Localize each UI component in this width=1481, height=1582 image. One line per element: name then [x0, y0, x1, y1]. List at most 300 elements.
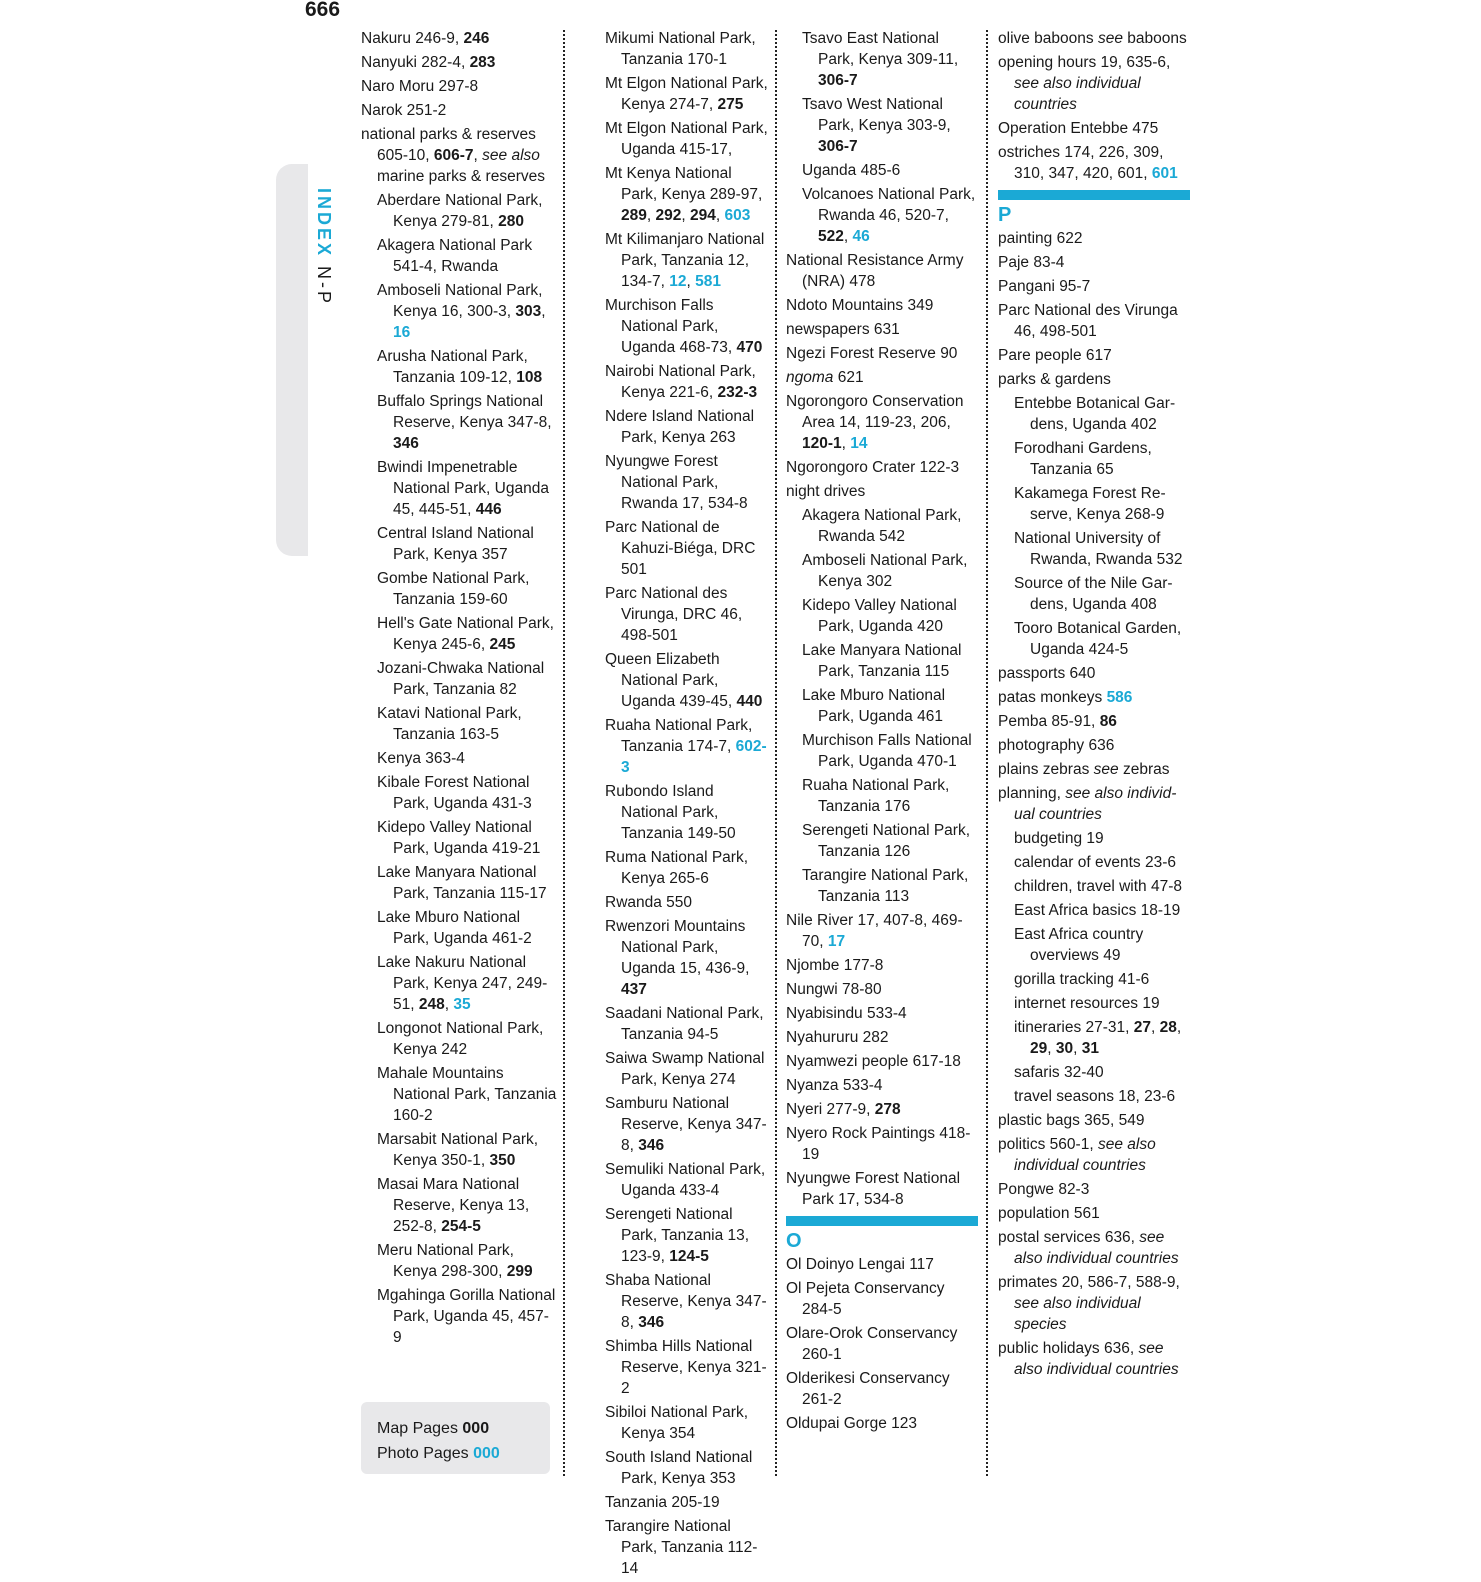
- entry-text: Shimba Hills National Reserve, Kenya 321-2: [605, 1338, 767, 1397]
- entry-text: safaris 32-40: [1014, 1064, 1104, 1081]
- index-subentry: [802, 865, 978, 907]
- entry-text: Ngezi Forest Reserve 90: [786, 345, 958, 362]
- entry-text: Serengeti National Park, Tanzania 126: [802, 822, 971, 860]
- index-entry: [786, 1413, 978, 1434]
- index-entry: [361, 124, 557, 187]
- index-subentry: [377, 952, 557, 1015]
- entry-text: Naro Moru 297-8: [361, 78, 479, 95]
- page-reference: 248: [418, 996, 445, 1013]
- entry-text: Longonot National Park, Kenya 242: [377, 1020, 544, 1058]
- entry-text: Semuliki National Park, Uganda 433-4: [605, 1161, 766, 1199]
- section-divider-bar: [786, 1216, 978, 1226]
- entry-text: Njombe 177-8: [786, 957, 884, 974]
- index-subentry: [377, 1285, 557, 1348]
- entry-text: Samburu National Reserve, Kenya 347-8,: [605, 1095, 767, 1154]
- index-subentry: [605, 406, 769, 448]
- index-subentry: [377, 817, 557, 859]
- page-reference: 606-7: [433, 147, 474, 164]
- entry-text: Tarangire National Park, Tanzania 112-14: [605, 1518, 758, 1577]
- side-tab-label: [313, 188, 334, 306]
- index-subentry: [605, 1048, 769, 1090]
- entry-text: marine parks & reserves: [377, 168, 545, 185]
- entry-text: Mgahinga Gorilla National Park, Uganda 45, 457-9: [377, 1287, 556, 1346]
- entry-text: Tsavo West National Park, Kenya 303-9,: [802, 96, 951, 134]
- entry-text: Paje 83-4: [998, 254, 1065, 271]
- page-reference: 108: [516, 369, 543, 386]
- entry-text: Tsavo East National Park, Kenya 309-11,: [802, 30, 959, 68]
- entry-text: Volcanoes National Park, Rwanda 46, 520-7,: [802, 186, 976, 224]
- index-subentry: [377, 703, 557, 745]
- entry-text: Nanyuki 282-4,: [361, 54, 470, 71]
- entry-text: Queen Elizabeth National Park, Uganda 439-45,: [605, 651, 737, 710]
- page-reference: 581: [695, 273, 722, 290]
- entry-text: Marsabit National Park, Kenya 350-1,: [377, 1131, 539, 1169]
- entry-text: ,: [681, 207, 690, 224]
- entry-text: National University of Rwanda, Rwanda 532: [1014, 530, 1183, 568]
- page-reference: 350: [489, 1152, 516, 1169]
- entry-text: budgeting 19: [1014, 830, 1104, 847]
- entry-text: Tooro Botanical Garden, Uganda 424-5: [1014, 620, 1182, 658]
- index-entry: [998, 687, 1190, 708]
- entry-text: Nyamwezi people 617-18: [786, 1053, 961, 1070]
- entry-text: Ngorongoro Crater 122-3: [786, 459, 960, 476]
- index-entry: [786, 1168, 978, 1210]
- entry-text: Mt Kenya National Park, Kenya 289-97,: [605, 165, 763, 203]
- entry-text: patas monkeys: [998, 689, 1107, 706]
- index-subentry: [605, 1159, 769, 1201]
- index-subentry: [605, 1492, 769, 1513]
- index-subentry: [377, 1240, 557, 1282]
- page-reference: 16: [393, 324, 411, 341]
- index-entry: [786, 481, 978, 502]
- page-reference: 306-7: [818, 72, 858, 89]
- index-entry: [998, 118, 1190, 139]
- index-subentry: [1014, 900, 1190, 921]
- entry-text: Rwanda 550: [605, 894, 693, 911]
- index-column-3: [786, 28, 978, 1437]
- entry-text: Bwindi Impenetrable National Park, Uganda 45, 445-51,: [377, 459, 549, 518]
- index-subentry: [605, 361, 769, 403]
- entry-text: Ruma National Park, Kenya 265-6: [605, 849, 749, 887]
- index-subentry: [377, 1129, 557, 1171]
- page-reference: 440: [736, 693, 763, 710]
- entry-text: Lake Manyara National Park, Tanzania 115: [802, 642, 962, 680]
- index-entry: [998, 142, 1190, 184]
- entry-text: Lake Mburo National Park, Uganda 461-2: [377, 909, 532, 947]
- entry-text: Kibale Forest National Park, Uganda 431-3: [377, 774, 532, 812]
- entry-text: Entebbe Botanical Gar-dens, Uganda 402: [1014, 395, 1176, 433]
- index-subentry: [605, 847, 769, 889]
- page-reference: 254-5: [441, 1218, 481, 1235]
- entry-text: Gombe National Park, Tanzania 159-60: [377, 570, 530, 608]
- index-subentry: [1014, 924, 1190, 966]
- entry-text: Mikumi National Park, Tanzania 170-1: [605, 30, 756, 68]
- map-pages-value: 000: [462, 1420, 490, 1437]
- index-entry: [786, 1123, 978, 1165]
- entry-text: Oldupai Gorge 123: [786, 1415, 917, 1432]
- entry-text: Narok 251-2: [361, 102, 447, 119]
- entry-text: night drives: [786, 483, 866, 500]
- entry-text: Parc National des Virunga 46, 498-501: [998, 302, 1178, 340]
- entry-text: Katavi National Park, Tanzania 163-5: [377, 705, 522, 743]
- index-subentry: [605, 892, 769, 913]
- index-entry: [998, 52, 1190, 115]
- index-subentry: [605, 916, 769, 1000]
- entry-text: Kidepo Valley National Park, Uganda 419-21: [377, 819, 541, 857]
- entry-text: Mt Elgon National Park, Uganda 415-17,: [605, 120, 768, 158]
- entry-text: Nungwi 78-80: [786, 981, 882, 998]
- index-column-4: [998, 28, 1190, 1383]
- entry-text: gorilla tracking 41-6: [1014, 971, 1150, 988]
- index-subentry: [605, 1204, 769, 1267]
- index-subentry: [1014, 1017, 1190, 1059]
- photo-pages-label: Photo Pages: [377, 1445, 474, 1462]
- index-entry: [998, 1272, 1190, 1335]
- index-subentry: [605, 781, 769, 844]
- index-entry: [998, 783, 1190, 825]
- entry-text: Pongwe 82-3: [998, 1181, 1090, 1198]
- index-subentry: [1014, 1062, 1190, 1083]
- index-subentry: [605, 1447, 769, 1489]
- index-subentry: [605, 28, 769, 70]
- page-reference: 283: [469, 54, 496, 71]
- index-entry: [998, 1179, 1190, 1200]
- index-subentry: [802, 160, 978, 181]
- entry-text: Tanzania 205-19: [605, 1494, 720, 1511]
- index-subentry: [377, 613, 557, 655]
- entry-text: ,: [1151, 1019, 1160, 1036]
- entry-text: Pangani 95-7: [998, 278, 1091, 295]
- index-entry: [998, 1227, 1190, 1269]
- index-entry: [998, 252, 1190, 273]
- index-entry: [786, 319, 978, 340]
- entry-text: Lake Nakuru National Park, Kenya 247, 249-51,: [377, 954, 548, 1013]
- index-subentry: [377, 391, 557, 454]
- entry-text: Central Island National Park, Kenya 357: [377, 525, 534, 563]
- entry-text: Nakuru 246-9,: [361, 30, 464, 47]
- side-tab-index: INDEX: [314, 188, 334, 259]
- entry-text: Nyungwe Forest National Park 17, 534-8: [786, 1170, 961, 1208]
- entry-text: Nile River 17, 407-8, 469-70,: [786, 912, 963, 950]
- page-reference: 294: [690, 207, 716, 224]
- index-entry: [786, 1323, 978, 1365]
- entry-text: Nyabisindu 533-4: [786, 1005, 907, 1022]
- entry-text: internet resources 19: [1014, 995, 1160, 1012]
- photo-pages-legend: [377, 1441, 550, 1466]
- index-subentry: [1014, 528, 1190, 570]
- map-pages-legend: [377, 1416, 550, 1441]
- entry-text: Ol Pejeta Conservancy 284-5: [786, 1280, 945, 1318]
- page-reference: 120-1: [802, 435, 842, 452]
- entry-text: Lake Mburo National Park, Uganda 461: [802, 687, 946, 725]
- index-subentry: [605, 517, 769, 580]
- entry-text: Nairobi National Park, Kenya 221-6,: [605, 363, 756, 401]
- index-subentry: [605, 229, 769, 292]
- index-subentry: [1014, 618, 1190, 660]
- page-reference: 346: [638, 1314, 665, 1331]
- index-entry: [361, 100, 557, 121]
- section-divider-bar: [998, 190, 1190, 200]
- index-entry: [998, 276, 1190, 297]
- entry-text: population 561: [998, 1205, 1100, 1222]
- entry-text: ,: [444, 996, 454, 1013]
- entry-text: Ngorongoro Conservation Area 14, 119-23, 206,: [786, 393, 964, 431]
- page-reference: 280: [498, 213, 525, 230]
- section-letter: O: [786, 1230, 802, 1252]
- index-subentry: [802, 550, 978, 592]
- entry-text: olive baboons: [998, 30, 1098, 47]
- entry-text: see also: [482, 147, 540, 164]
- index-entry: [998, 1110, 1190, 1131]
- index-entry: [998, 663, 1190, 684]
- entry-text: Ol Doinyo Lengai 117: [786, 1256, 934, 1273]
- entry-text: zebras: [1118, 761, 1170, 778]
- entry-text: ngoma: [786, 369, 834, 386]
- page-reference: 306-7: [818, 138, 858, 155]
- entry-text: ,: [686, 273, 696, 290]
- index-subentry: [1014, 573, 1190, 615]
- page-reference: 31: [1081, 1040, 1099, 1057]
- entry-text: newspapers 631: [786, 321, 900, 338]
- index-subentry: [1014, 438, 1190, 480]
- index-subentry: [377, 235, 557, 277]
- index-subentry: [605, 1093, 769, 1156]
- index-entry: [998, 228, 1190, 249]
- page-reference: 245: [489, 636, 516, 653]
- entry-text: Kidepo Valley National Park, Uganda 420: [802, 597, 957, 635]
- entry-text: see also individual countries: [1014, 1136, 1156, 1174]
- page-number: 666: [305, 0, 341, 21]
- index-subentry: [605, 1270, 769, 1333]
- entry-text: South Island National Park, Kenya 353: [605, 1449, 753, 1487]
- index-subentry: [377, 568, 557, 610]
- side-tab-range: N-P: [314, 266, 334, 307]
- index-entry: [786, 391, 978, 454]
- index-entry: [786, 910, 978, 952]
- page-reference: 603: [724, 207, 751, 224]
- entry-text: Nyanza 533-4: [786, 1077, 883, 1094]
- entry-text: Ndoto Mountains 349: [786, 297, 934, 314]
- entry-text: Arusha National Park, Tanzania 109-12,: [377, 348, 528, 386]
- entry-text: Nyahururu 282: [786, 1029, 889, 1046]
- entry-text: plains zebras: [998, 761, 1094, 778]
- index-subentry: [377, 772, 557, 814]
- entry-text: see also individ-ual countries: [1014, 785, 1177, 823]
- entry-text: opening hours 19, 635-6,: [998, 54, 1171, 71]
- page-legend: [361, 1402, 550, 1474]
- entry-text: Aberdare National Park, Kenya 279-81,: [377, 192, 543, 230]
- entry-text: itineraries 27-31,: [1014, 1019, 1134, 1036]
- index-entry: [998, 735, 1190, 756]
- entry-text: Uganda 485-6: [802, 162, 901, 179]
- page-reference: 303: [515, 303, 542, 320]
- page-reference: 437: [621, 981, 647, 998]
- entry-text: Ndere Island National Park, Kenya 263: [605, 408, 755, 446]
- entry-text: see also individual countries: [1014, 75, 1141, 113]
- entry-text: Kenya 363-4: [377, 750, 465, 767]
- entry-text: Mt Kilimanjaro National Park, Tanzania 12, 134-7,: [605, 231, 765, 290]
- entry-text: Forodhani Gardens, Tanzania 65: [1014, 440, 1152, 478]
- index-entry: [786, 1368, 978, 1410]
- index-subentry: [1014, 828, 1190, 849]
- index-subentry: [377, 1018, 557, 1060]
- index-subentry: [802, 184, 978, 247]
- index-entry: [998, 1338, 1190, 1380]
- entry-text: Rubondo Island National Park, Tanzania 149-50: [605, 783, 736, 842]
- page-reference: 124-5: [669, 1248, 709, 1265]
- entry-text: 621: [833, 369, 864, 386]
- map-pages-label: Map Pages: [377, 1420, 463, 1437]
- page-reference: 28: [1159, 1019, 1177, 1036]
- index-subentry: [605, 118, 769, 160]
- entry-text: ,: [473, 147, 483, 164]
- entry-text: Pemba 85-91,: [998, 713, 1100, 730]
- index-subentry: [802, 28, 978, 91]
- page-reference: 246: [463, 30, 490, 47]
- entry-text: East Africa country overviews 49: [1014, 926, 1144, 964]
- index-entry: [361, 76, 557, 97]
- index-subentry: [802, 685, 978, 727]
- entry-text: Murchison Falls National Park, Uganda 470-1: [802, 732, 972, 770]
- index-subentry: [1014, 483, 1190, 525]
- entry-text: Akagera National Park 541-4, Rwanda: [377, 237, 533, 275]
- entry-text: ,: [841, 435, 851, 452]
- entry-text: Kakamega Forest Re-serve, Kenya 268-9: [1014, 485, 1166, 523]
- entry-text: Sibiloi National Park, Kenya 354: [605, 1404, 749, 1442]
- index-entry: [998, 369, 1190, 390]
- page-reference: 232-3: [717, 384, 758, 401]
- index-subentry: [802, 730, 978, 772]
- index-subentry: [605, 715, 769, 778]
- entry-text: Akagera National Park, Rwanda 542: [802, 507, 962, 545]
- index-subentry: [377, 748, 557, 769]
- entry-text: Nyeri 277-9,: [786, 1101, 875, 1118]
- index-entry: [786, 457, 978, 478]
- index-subentry: [1014, 393, 1190, 435]
- column-divider: [775, 30, 777, 1476]
- index-subentry: [605, 583, 769, 646]
- entry-text: Nyungwe Forest National Park, Rwanda 17, 534-8: [605, 453, 748, 512]
- index-column-2: [589, 28, 769, 1582]
- index-subentry: [377, 907, 557, 949]
- index-subentry: [605, 295, 769, 358]
- entry-text: primates 20, 586-7, 588-9,: [998, 1274, 1180, 1291]
- page-reference: 446: [475, 501, 502, 518]
- index-entry: [786, 1003, 978, 1024]
- entry-text: Pare people 617: [998, 347, 1112, 364]
- entry-text: Tarangire National Park, Tanzania 113: [802, 867, 969, 905]
- entry-text: National Resistance Army (NRA) 478: [786, 252, 964, 290]
- entry-text: see also individual species: [1014, 1295, 1141, 1333]
- page-reference: 470: [736, 339, 763, 356]
- index-subentry: [377, 1174, 557, 1237]
- entry-text: Amboseli National Park, Kenya 302: [802, 552, 968, 590]
- entry-text: Ruaha National Park, Tanzania 176: [802, 777, 950, 815]
- entry-text: ,: [1176, 1019, 1182, 1036]
- page-reference: 292: [655, 207, 682, 224]
- entry-text: parks & gardens: [998, 371, 1111, 388]
- entry-text: see also individual countries: [1014, 1229, 1179, 1267]
- index-entry: [998, 759, 1190, 780]
- entry-text: baboons: [1122, 30, 1187, 47]
- section-letter: P: [998, 204, 1012, 226]
- side-tab: [276, 164, 308, 556]
- index-entry: [998, 1134, 1190, 1176]
- index-entry: [786, 955, 978, 976]
- index-subentry: [802, 640, 978, 682]
- index-subentry: [802, 94, 978, 157]
- entry-text: painting 622: [998, 230, 1083, 247]
- entry-text: Olderikesi Conservancy 261-2: [786, 1370, 950, 1408]
- page-reference: 346: [638, 1137, 665, 1154]
- index-subentry: [605, 163, 769, 226]
- entry-text: national parks & reserves 605-10,: [361, 126, 536, 164]
- entry-text: Mt Elgon National Park, Kenya 274-7,: [605, 75, 768, 113]
- photo-pages-value: 000: [473, 1445, 500, 1462]
- entry-text: plastic bags 365, 549: [998, 1112, 1145, 1129]
- page-reference: 46: [852, 228, 870, 245]
- page-reference: 299: [506, 1263, 533, 1280]
- index-entry: [786, 979, 978, 1000]
- page-reference: 30: [1055, 1040, 1074, 1057]
- index-subentry: [377, 280, 557, 343]
- entry-text: Mahale Mountains National Park, Tanzania 160-2: [377, 1065, 557, 1124]
- page-reference: 86: [1099, 713, 1117, 730]
- entry-text: Meru National Park, Kenya 298-300,: [377, 1242, 514, 1280]
- index-subentry: [1014, 969, 1190, 990]
- entry-text: Serengeti National Park, Tanzania 13, 123-9,: [605, 1206, 750, 1265]
- entry-text: public holidays 636,: [998, 1340, 1139, 1357]
- index-entry: [998, 1203, 1190, 1224]
- page-reference: 346: [393, 435, 419, 452]
- entry-text: ostriches 174, 226, 309, 310, 347, 420, 601,: [998, 144, 1164, 182]
- index-subentry: [377, 658, 557, 700]
- index-subentry: [377, 862, 557, 904]
- entry-text: ,: [1073, 1040, 1082, 1057]
- index-column-1: [361, 28, 557, 1351]
- entry-text: passports 640: [998, 665, 1096, 682]
- index-subentry: [802, 775, 978, 817]
- page-reference: 289: [621, 207, 647, 224]
- index-subentry: [605, 649, 769, 712]
- page-reference: 35: [453, 996, 471, 1013]
- index-subentry: [605, 1402, 769, 1444]
- entry-text: ,: [843, 228, 853, 245]
- entry-text: Lake Manyara National Park, Tanzania 115-17: [377, 864, 547, 902]
- column-divider: [986, 30, 988, 1476]
- index-subentry: [377, 1063, 557, 1126]
- index-subentry: [377, 190, 557, 232]
- page-reference: 278: [874, 1101, 901, 1118]
- entry-text: Parc National des Virunga, DRC 46, 498-501: [605, 585, 743, 644]
- index-entry: [786, 1254, 978, 1275]
- index-entry: [998, 28, 1190, 49]
- entry-text: Amboseli National Park, Kenya 16, 300-3,: [377, 282, 543, 320]
- entry-text: Buffalo Springs National Reserve, Kenya 347-8,: [377, 393, 552, 431]
- index-subentry: [802, 595, 978, 637]
- entry-text: Olare-Orok Conservancy 260-1: [786, 1325, 958, 1363]
- entry-text: East Africa basics 18-19: [1014, 902, 1181, 919]
- index-entry: [786, 1051, 978, 1072]
- index-entry: [786, 1075, 978, 1096]
- page-reference: 17: [827, 933, 846, 950]
- entry-text: Saadani National Park, Tanzania 94-5: [605, 1005, 764, 1043]
- entry-text: Source of the Nile Gar-dens, Uganda 408: [1014, 575, 1173, 613]
- index-entry: [786, 367, 978, 388]
- index-entry: [786, 295, 978, 316]
- entry-text: ,: [715, 207, 725, 224]
- index-subentry: [605, 451, 769, 514]
